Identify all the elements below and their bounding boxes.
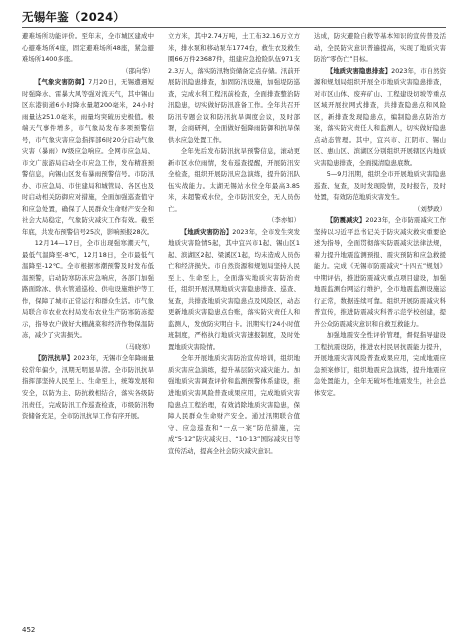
body-paragraph: 达成，防灾避险自救等基本知识的宣传普及活动，全民防灾意识普遍提高，实现了地质灾害防治“零伤亡”目标。 — [314, 32, 446, 64]
body-paragraph: 5—9月汛期，组织全市开展地质灾害隐患巡查、复查，及时发现险情，及时报告，及时处置，有效防范地质灾害发生。 — [314, 170, 446, 202]
text-column-3 — [314, 31, 446, 625]
text-column-2 — [168, 31, 300, 625]
section-heading: 【地质灾害隐患排查】 — [326, 66, 392, 75]
section-text: 2023年，无锡市全年降雨量较常年偏少，汛期无明显旱涝。全市防汛抗旱指挥部坚持人民至上、生命至上，统筹发展和安全，以防为主、防抗救相结合，落实各级防汛责任，完成防汛工作巡查检查，市级防汛物资储备充足，全市防汛抗旱工作有序开展。 — [22, 354, 154, 421]
section-text: 7月20日，无锡遭遇短时强降水、雷暴大风等强对流天气，其中锡山区东港街道6小时降水量超200毫米，24小时雨量达251.0毫米，雨量均突破历史极值。极端天气事件增多，市气象局发布多项预警信号，市气象灾害应急指挥部6时20分启动气象灾害（暴雨）Ⅳ级应急响应。全网市应急局、市文广旅游局启动全市应急工作，发布精准预警信息，向锡山区发布暴雨预警信号。市防汛办、市应急局、市住建局和城管局、各区也及时启动相关防御应对措施，全面加强巡查值守和应急处置，确保了人民群众生命财产安全和社会大局稳定，气象防灾减灾工作有效。截至年底，共发布预警信号25次，影响预报28次。 — [22, 78, 154, 236]
page-number: 452 — [22, 626, 36, 634]
body-paragraph: 立方米，其中2.74万吨，土工布32.16万立方米，排水泵和移动泵车1774台，救生衣及救生圈66万件23687件，组建应急抢险队伍971支2.3万人，落实防汛物资储备定点存储。汛前开展防汛隐患排查，加固防汛设施，加强堤防巡查，完成水利工程汛前检查，全面排查整治防汛隐患，切实做好防汛准备工作。全年共召开防汛专题会议和防汛抗旱调度会议，及时部署，会商研判，全面做好强降雨防御和抗旱保供水应急处置工作。 — [168, 32, 300, 144]
section-heading: 【气象灾害防御】 — [34, 78, 89, 87]
section-paragraph — [314, 66, 446, 170]
section-text: 2023年，全市防震减灾工作坚持以习近平总书记关于防灾减灾救灾重要论述为指导，全面贯彻落实防震减灾法律法规，着力提升地震监测预报、震灾预防和应急救援能力。完成《无锡市防震减灾“十四五”规划》中期评估，推进防震减灾重点项目建设，加强地震监测台网运行维护，全市地震监测设施运行正常，数据连续可靠。组织开展防震减灾科普宣传，推进防震减灾科普示范学校创建，提升公众防震减灾意识和自救互救能力。 — [314, 216, 446, 328]
body-paragraph: 避难场所功能评价。至年末，全市城区建成中心避难场所4座，固定避难场所48座，紧急避难场所1400多座。 — [22, 32, 154, 64]
author-signature: （刘梦政） — [414, 204, 446, 213]
section-paragraph — [22, 353, 154, 422]
section-heading: 【地质灾害防治】 — [180, 227, 233, 236]
author-signature: （李亦如） — [268, 216, 300, 225]
section-text: 2023年，全市发生突发地质灾害险情5起，其中宜兴市1起、锡山区1起、滨湖区2起、梁溪区1起，均未造成人员伤亡和经济损失。市自然资源和规划局坚持人民至上、生命至上，全面落实地质灾害防治责任，组织开展汛期地质灾害隐患排查、巡查、复查，共排查地质灾害隐患点及风险区，动态更新地质灾害隐患点台账，落实防灾责任人和监测人，发放防灾明白卡。汛期实行24小时值班制度，严格执行地质灾害速报制度，及时处置地质灾害险情。 — [168, 227, 300, 351]
author-signature: （邵向华） — [122, 66, 154, 75]
body-paragraph: 12月14—17日，全市出现强寒潮天气，最低气温降至-8℃，12月18日，全市最低气温降至-12℃。全市根据寒潮预警及时发布低温预警，启动防寒防冻应急响应，各部门加强路面除冰、供水管道巡检、供电设施维护等工作，保障了城市正常运行和群众生活。市气象局联合市农业农村局发布农业生产防寒防冻提示，指导农户做好大棚蔬菜和经济作物保温防冻，减少了灾害损失。 — [22, 239, 154, 340]
section-text: 2023年，市自然资源和规划局组织开展全市地质灾害隐患排查，对市区山体、废弃矿山、工程建设切坡等重点区域开展拉网式排查，共排查隐患点和风险区，新排查发现隐患点，编制隐患点防治方案，落实防灾责任人和监测人，切实做好隐患点动态管理。其中，宜兴市、江阴市、锡山区、惠山区、滨湖区分别组织开展辖区内地质灾害隐患排查，全面摸清隐患底数。 — [314, 66, 446, 167]
body-paragraph: 加强地震安全性评价管理，督促指导建设工程抗震设防，推进农村民居抗震能力提升，开展地震灾害风险普查成果应用，完成地震应急预案修订，组织地震应急演练，提升地震应急处置能力，全年无破坏性地震发生，社会总体安定。 — [314, 331, 446, 397]
text-column-1 — [22, 31, 154, 625]
body-paragraph: 全年先后发布防汛抗旱预警信息，滚动更新市区水位雨情，发布巡查提醒，开展防汛安全检查，组织开展防汛应急演练，提升防汛队伍实战能力。太湖无锡站水位全年最高3.85米，未超警戒水位，全市防汛安全，无人员伤亡。 — [168, 147, 300, 213]
section-heading: 【防汛抗旱】 — [34, 354, 74, 363]
section-heading: 【防震减灾】 — [326, 216, 366, 225]
section-paragraph — [22, 77, 154, 238]
section-paragraph — [168, 227, 300, 354]
header-rule — [22, 27, 446, 28]
author-signature: （马晓寒） — [122, 342, 154, 351]
body-paragraph: 全年开展地质灾害防治宣传培训，组织地质灾害应急演练，提升基层防灾减灾能力。加强地质灾害调查评价和监测预警体系建设，推进地质灾害风险普查成果应用，完成地质灾害隐患点工程治理，有效消除地质灾害隐患，保障人民群众生命财产安全。通过汛期联合值守、应急巡查和“一点一案”防范措施，完成“5·12”防灾减灾日、“10·13”国际减灾日等宣传活动，提高全社会防灾减灾意识。 — [168, 354, 300, 455]
page-header-title: 无锡年鉴（2024） — [22, 10, 126, 24]
section-paragraph — [314, 215, 446, 330]
